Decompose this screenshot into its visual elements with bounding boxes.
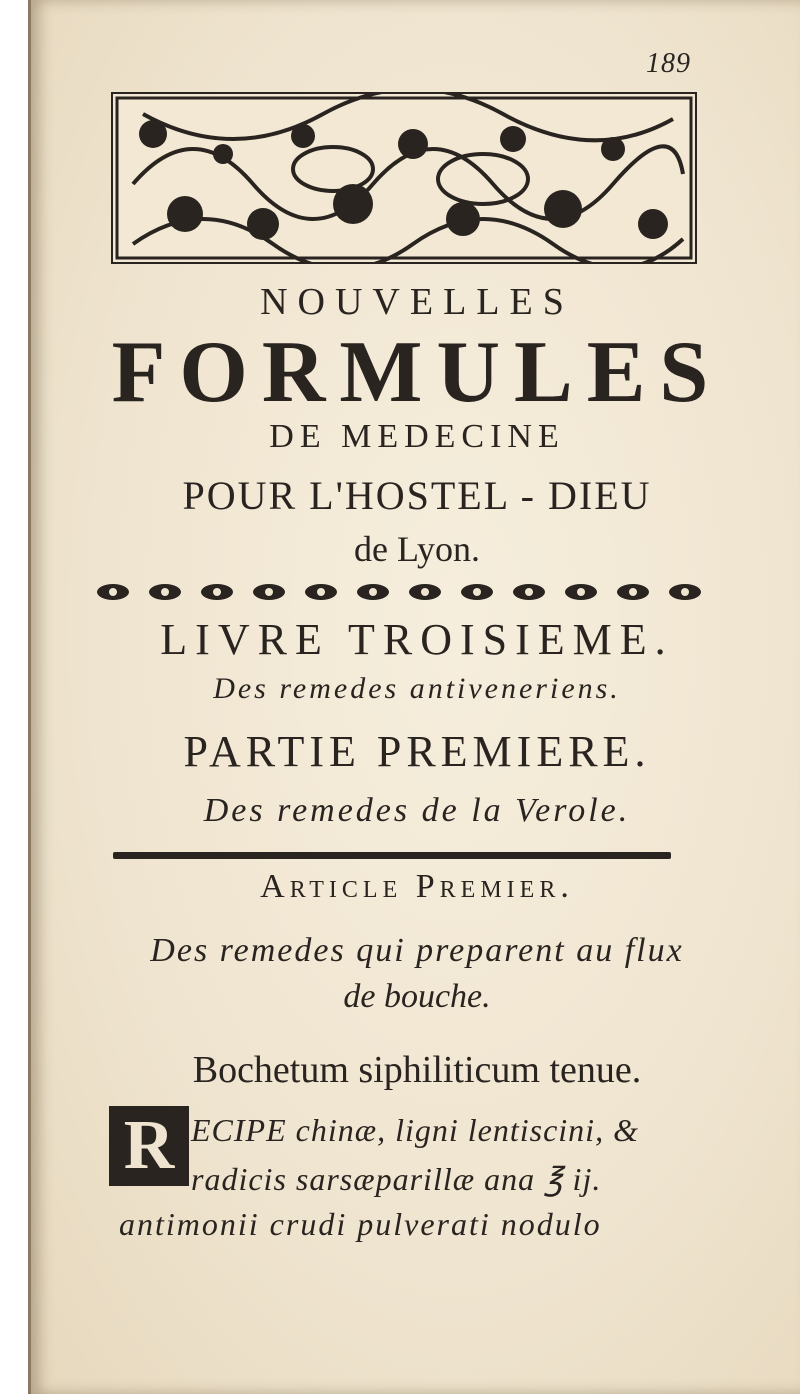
title-formules: FORMULES — [111, 324, 723, 421]
article-subtitle-line2: de bouche. — [343, 978, 491, 1015]
page-number: 189 — [646, 48, 691, 79]
recipe-title: Bochetum siphiliticum tenue. — [192, 1049, 642, 1091]
article-subtitle-line1: Des remedes qui preparent au flux — [150, 932, 684, 969]
partie-heading: PARTIE PREMIERE. — [183, 727, 651, 776]
double-rule — [113, 852, 671, 859]
fleuron-band — [93, 578, 733, 606]
decorated-initial: R — [109, 1106, 189, 1186]
livre-subtitle: Des remedes antiveneriens. — [213, 672, 621, 705]
partie-subtitle: Des remedes de la Verole. — [203, 792, 631, 829]
recipe-line-3: antimonii crudi pulverati nodulo — [119, 1206, 602, 1242]
livre-heading: LIVRE TROISIEME. — [160, 615, 674, 664]
woodcut-headpiece — [111, 92, 697, 264]
article-heading: Article Premier. — [260, 868, 574, 905]
title-de-lyon: de Lyon. — [354, 529, 480, 569]
book-page — [28, 0, 800, 1394]
recipe-line-1: ECIPE chinæ, ligni lentiscini, & — [191, 1112, 639, 1148]
recipe-line-2: radicis sarsæparillæ ana ℥ ij. — [191, 1161, 602, 1197]
title-hostel-dieu: POUR L'HOSTEL - DIEU — [182, 473, 652, 518]
title-nouvelles: NOUVELLES — [260, 281, 574, 323]
title-de-medecine: DE MEDECINE — [269, 418, 565, 455]
